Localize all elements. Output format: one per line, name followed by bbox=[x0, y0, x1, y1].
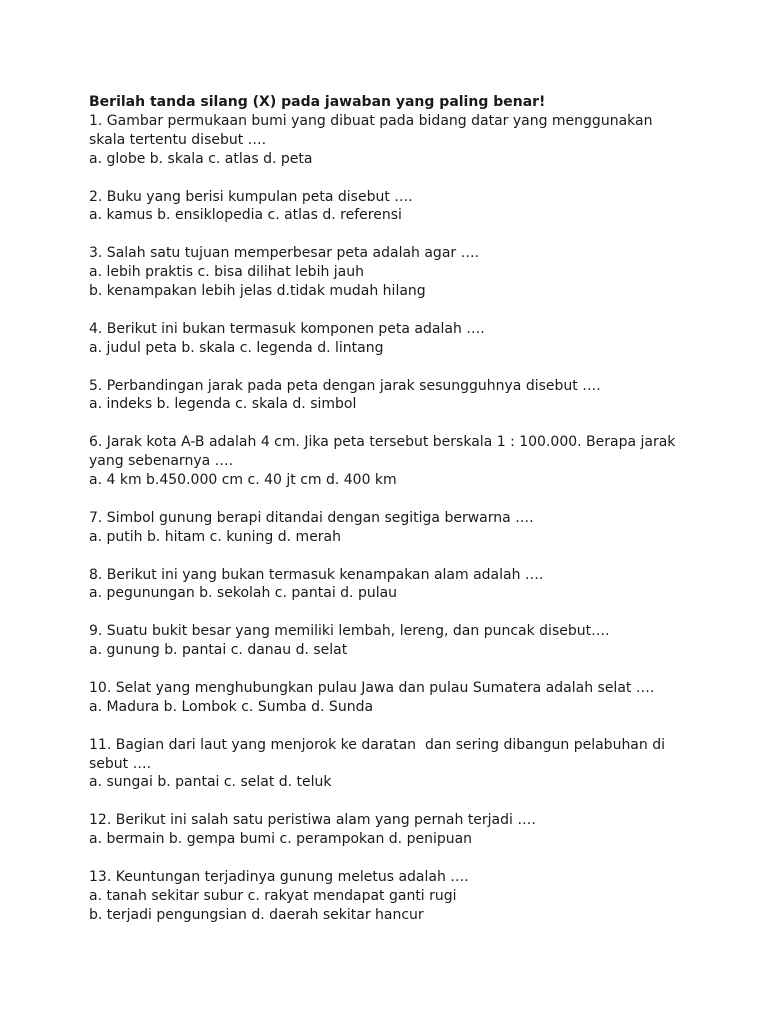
question-item bbox=[89, 811, 729, 849]
question-text: 10. Selat yang menghubungkan pulau Jawa dan pulau Sumatera adalah selat …. bbox=[89, 679, 655, 696]
answer-options: a. globe b. skala c. atlas d. peta bbox=[89, 150, 313, 167]
answer-options: a. tanah sekitar subur c. rakyat mendapat ganti rugi bbox=[89, 887, 457, 904]
question-item bbox=[89, 188, 729, 226]
instruction-heading: Berilah tanda silang (X) pada jawaban yang paling benar! bbox=[89, 94, 546, 110]
question-text: 3. Salah satu tujuan memperbesar peta adalah agar …. bbox=[89, 245, 480, 262]
question-item bbox=[89, 320, 729, 358]
answer-options: a. gunung b. pantai c. danau d. selat bbox=[89, 642, 348, 659]
question-list bbox=[89, 112, 729, 925]
question-item bbox=[89, 868, 729, 925]
question-text: 13. Keuntungan terjadinya gunung meletus adalah …. bbox=[89, 868, 469, 885]
question-item bbox=[89, 244, 729, 301]
answer-options: b. terjadi pengungsian d. daerah sekitar hancur bbox=[89, 906, 424, 923]
question-text: yang sebenarnya …. bbox=[89, 453, 234, 470]
answer-options: a. sungai b. pantai c. selat d. teluk bbox=[89, 774, 332, 791]
question-text: 4. Berikut ini bukan termasuk komponen peta adalah …. bbox=[89, 320, 485, 337]
answer-options: a. lebih praktis c. bisa dilihat lebih jauh bbox=[89, 264, 364, 281]
answer-options: a. indeks b. legenda c. skala d. simbol bbox=[89, 396, 357, 413]
question-text: 2. Buku yang berisi kumpulan peta disebut …. bbox=[89, 188, 413, 205]
worksheet-page bbox=[89, 93, 729, 944]
answer-options: a. kamus b. ensiklopedia c. atlas d. referensi bbox=[89, 207, 402, 224]
question-item bbox=[89, 433, 729, 490]
question-item bbox=[89, 112, 729, 169]
question-item bbox=[89, 377, 729, 415]
answer-options: a. bermain b. gempa bumi c. perampokan d. penipuan bbox=[89, 831, 473, 848]
question-text: 12. Berikut ini salah satu peristiwa alam yang pernah terjadi …. bbox=[89, 812, 536, 829]
question-text: 1. Gambar permukaan bumi yang dibuat pada bidang datar yang menggunakan bbox=[89, 112, 653, 129]
question-text: 5. Perbandingan jarak pada peta dengan jarak sesungguhnya disebut …. bbox=[89, 377, 601, 394]
question-item bbox=[89, 679, 729, 717]
question-text: 6. Jarak kota A-B adalah 4 cm. Jika peta tersebut berskala 1 : 100.000. Berapa jarak bbox=[89, 434, 676, 451]
question-text: sebut …. bbox=[89, 755, 152, 772]
question-item bbox=[89, 566, 729, 604]
question-text: 9. Suatu bukit besar yang memiliki lembah, lereng, dan puncak disebut…. bbox=[89, 623, 610, 640]
question-text: 7. Simbol gunung berapi ditandai dengan segitiga berwarna …. bbox=[89, 509, 534, 526]
answer-options: a. putih b. hitam c. kuning d. merah bbox=[89, 528, 342, 545]
question-item bbox=[89, 622, 729, 660]
question-item bbox=[89, 736, 729, 793]
question-item bbox=[89, 509, 729, 547]
answer-options: a. 4 km b.450.000 cm c. 40 jt cm d. 400 km bbox=[89, 472, 397, 489]
answer-options: a. Madura b. Lombok c. Sumba d. Sunda bbox=[89, 698, 374, 715]
answer-options: a. judul peta b. skala c. legenda d. lintang bbox=[89, 339, 384, 356]
question-text: 11. Bagian dari laut yang menjorok ke daratan dan sering dibangun pelabuhan di bbox=[89, 736, 665, 753]
answer-options: b. kenampakan lebih jelas d.tidak mudah hilang bbox=[89, 283, 426, 300]
question-text: 8. Berikut ini yang bukan termasuk kenampakan alam adalah …. bbox=[89, 566, 544, 583]
answer-options: a. pegunungan b. sekolah c. pantai d. pulau bbox=[89, 585, 398, 602]
question-text: skala tertentu disebut …. bbox=[89, 131, 267, 148]
